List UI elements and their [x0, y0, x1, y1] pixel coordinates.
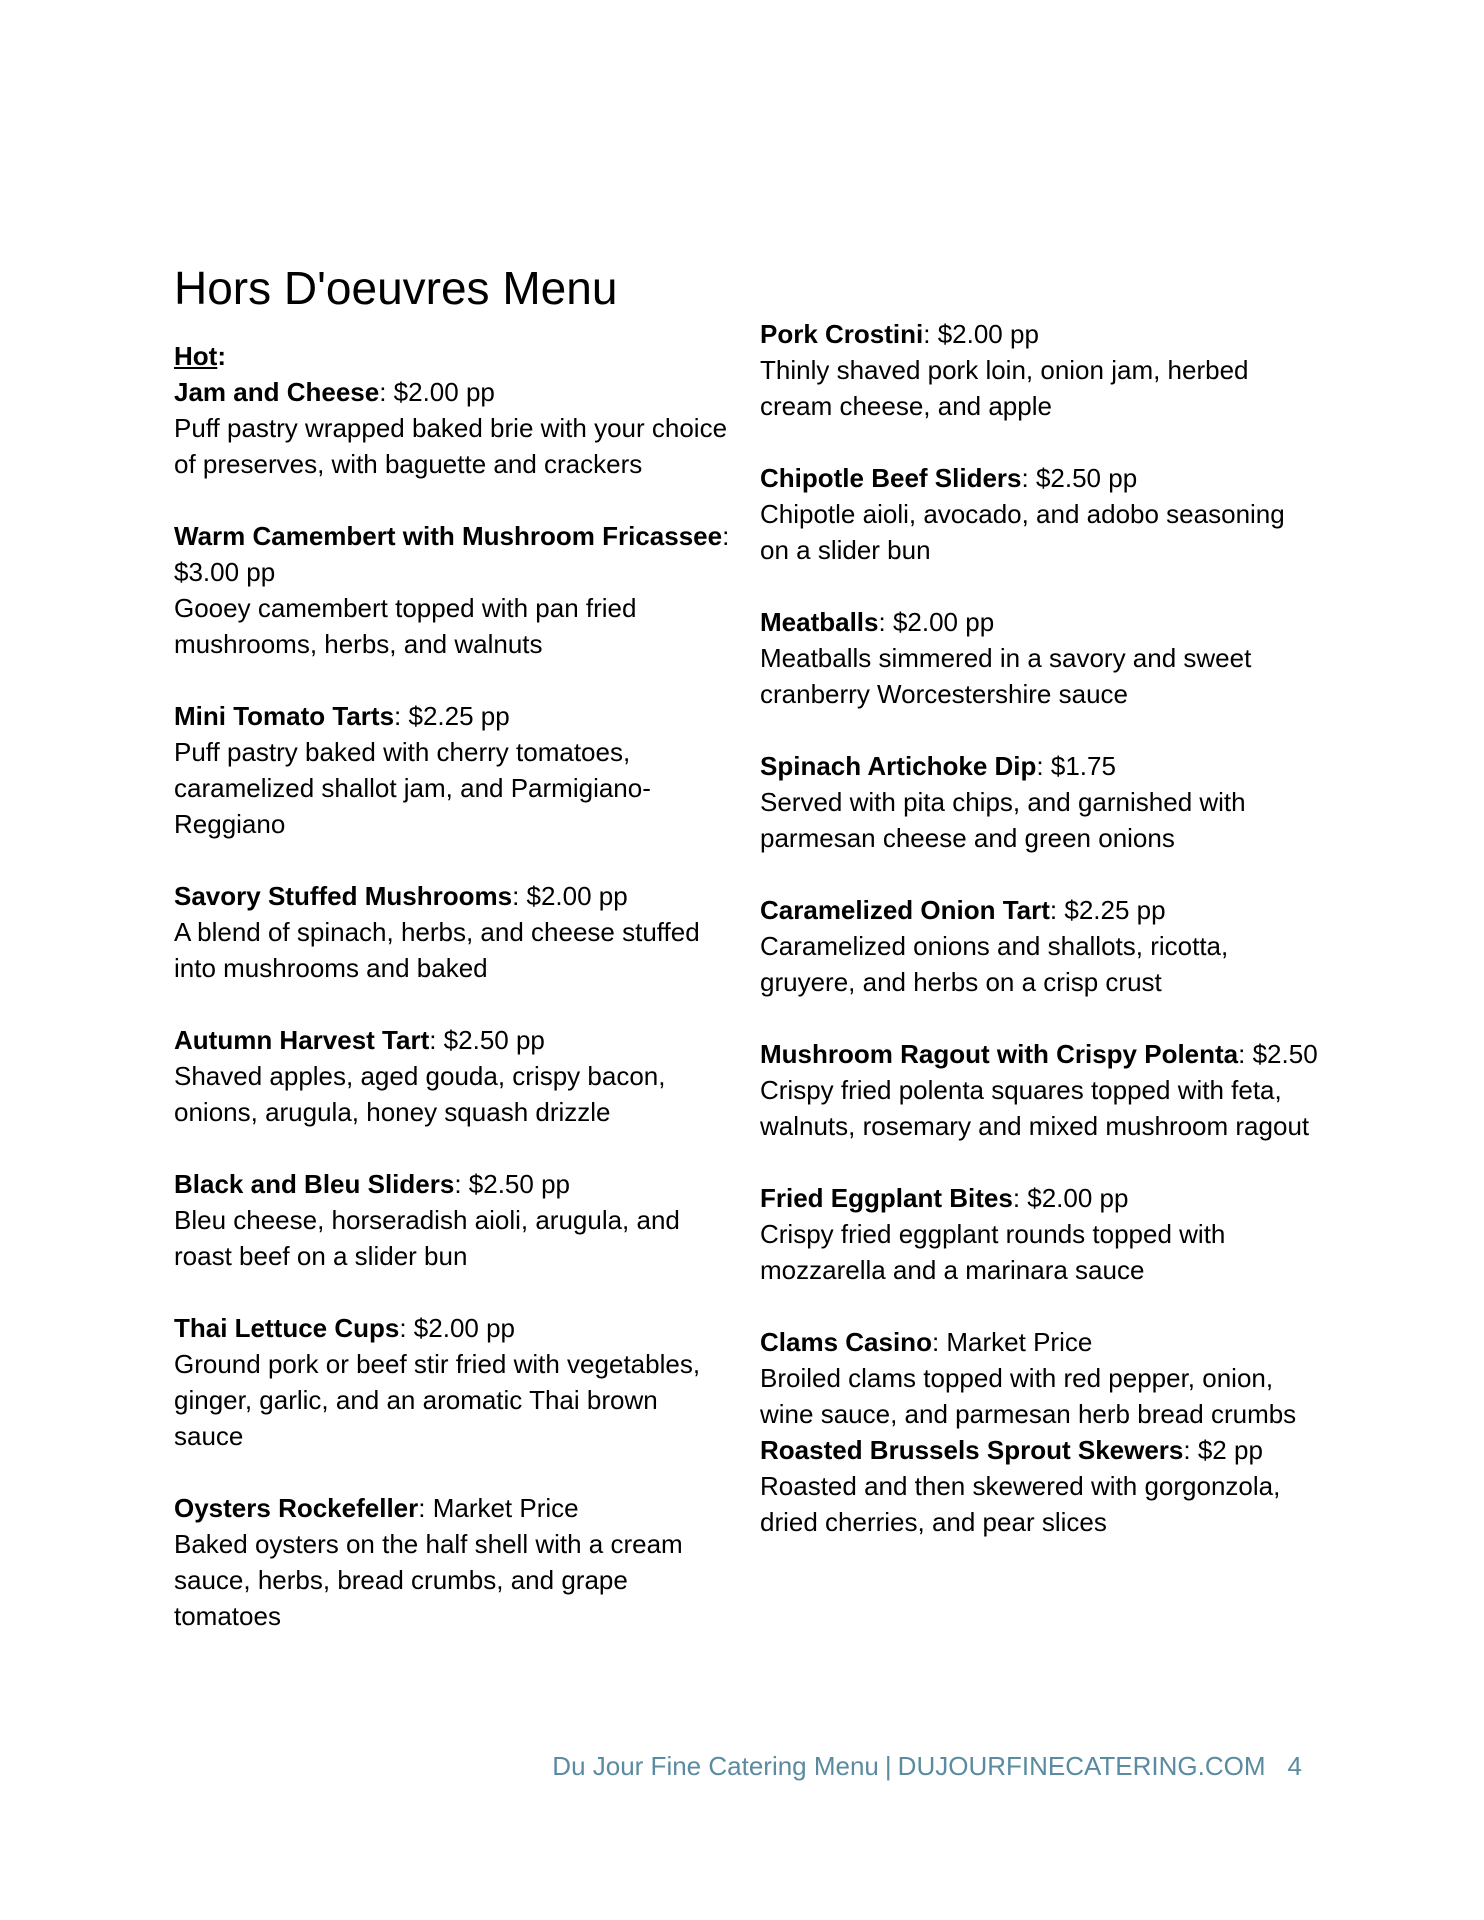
page-number: 4 [1287, 1751, 1302, 1781]
menu-item-price: : $2.00 pp [512, 881, 628, 911]
menu-item-name: Mini Tomato Tarts [174, 701, 395, 731]
menu-item-description: A blend of spinach, herbs, and cheese stuffed into mushrooms and baked [174, 917, 700, 983]
menu-item-name: Warm Camembert with Mushroom Fricassee [174, 521, 723, 551]
menu-item-name: Mushroom Ragout with Crispy Polenta [760, 1039, 1239, 1069]
menu-item [174, 1490, 734, 1634]
menu-item [174, 1022, 734, 1130]
footer-separator: | [884, 1751, 892, 1781]
menu-item-description: Crispy fried polenta squares topped with feta, walnuts, rosemary and mixed mushroom ragout [760, 1075, 1310, 1141]
menu-item-name: Autumn Harvest Tart [174, 1025, 430, 1055]
menu-item [174, 1166, 734, 1274]
menu-item-name: Chipotle Beef Sliders [760, 463, 1022, 493]
menu-item [174, 1310, 734, 1454]
menu-item-price: : $2.00 pp [1012, 1183, 1129, 1213]
menu-item-description: Thinly shaved pork loin, onion jam, herbed cream cheese, and apple [760, 355, 1249, 421]
menu-item-description: Baked oysters on the half shell with a cream sauce, herbs, bread crumbs, and grape tomatoes [174, 1529, 683, 1631]
menu-item-description: Shaved apples, aged gouda, crispy bacon, onions, arugula, honey squash drizzle [174, 1061, 666, 1127]
menu-item [760, 1432, 1320, 1540]
footer-website-link[interactable]: DUJOURFINECATERING.COM [897, 1751, 1266, 1781]
menu-item-description: Gooey camembert topped with pan fried mushrooms, herbs, and walnuts [174, 593, 637, 659]
page-title: Hors D'oeuvres Menu [174, 262, 618, 314]
left-column [174, 338, 734, 1634]
menu-item-name: Meatballs [760, 607, 879, 637]
menu-item-price: : $2.50 pp [1021, 463, 1138, 493]
menu-item-description: Puff pastry baked with cherry tomatoes, caramelized shallot jam, and Parmigiano-Reggiano [174, 737, 651, 839]
menu-item-description: Chipotle aioli, avocado, and adobo seasoning on a slider bun [760, 499, 1285, 565]
menu-item [760, 748, 1320, 856]
menu-item-price: : $2.00 pp [923, 319, 1039, 349]
menu-item-name: Savory Stuffed Mushrooms [174, 881, 513, 911]
menu-item [174, 698, 734, 842]
menu-item [760, 604, 1320, 712]
menu-item-price: : $2.00 pp [379, 377, 495, 407]
menu-item-price: : $3.00 pp [174, 521, 730, 587]
menu-item-description: Roasted and then skewered with gorgonzola, dried cherries, and pear slices [760, 1471, 1281, 1537]
menu-item-description: Caramelized onions and shallots, ricotta, gruyere, and herbs on a crisp crust [760, 931, 1229, 997]
menu-item-name: Spinach Artichoke Dip [760, 751, 1037, 781]
footer-text: Du Jour Fine Catering Menu [552, 1751, 879, 1781]
section-heading-hot [174, 338, 734, 374]
menu-item-price: : $2.00 pp [878, 607, 995, 637]
menu-item-price: : $2.50 pp [429, 1025, 545, 1055]
menu-item-name: Black and Bleu Sliders [174, 1169, 455, 1199]
menu-item-name: Caramelized Onion Tart [760, 895, 1050, 925]
menu-item-description: Broiled clams topped with red pepper, onion, wine sauce, and parmesan herb bread crumbs [760, 1363, 1297, 1429]
menu-item-price: : $2.50 pp [454, 1169, 570, 1199]
menu-item [174, 374, 734, 482]
menu-item [760, 1180, 1320, 1288]
menu-item-name: Thai Lettuce Cups [174, 1313, 400, 1343]
menu-item-name: Jam and Cheese [174, 377, 380, 407]
menu-item-name: Clams Casino [760, 1327, 932, 1357]
menu-item-price: : $1.75 [1036, 751, 1116, 781]
menu-item-name: Oysters Rockefeller [174, 1493, 419, 1523]
menu-item-price: : $2.50 [1238, 1039, 1318, 1069]
menu-item-name: Fried Eggplant Bites [760, 1183, 1013, 1213]
menu-item-price: : $2 pp [1183, 1435, 1263, 1465]
menu-item-description: Puff pastry wrapped baked brie with your choice of preserves, with baguette and crackers [174, 413, 728, 479]
menu-item-description: Served with pita chips, and garnished with parmesan cheese and green onions [760, 787, 1246, 853]
menu-item-description: Crispy fried eggplant rounds topped with mozzarella and a marinara sauce [760, 1219, 1226, 1285]
menu-item [760, 316, 1320, 424]
menu-item-price: : Market Price [418, 1493, 579, 1523]
menu-item [760, 892, 1320, 1000]
menu-item-name: Roasted Brussels Sprout Skewers [760, 1435, 1184, 1465]
menu-item-price: : $2.25 pp [1049, 895, 1166, 925]
page-footer [552, 1748, 1302, 1784]
menu-item-price: : $2.25 pp [394, 701, 510, 731]
menu-item [760, 1324, 1320, 1432]
section-heading-label: Hot [174, 341, 218, 371]
menu-item [174, 878, 734, 986]
menu-item-name: Pork Crostini [760, 319, 924, 349]
menu-item-price: : $2.00 pp [399, 1313, 516, 1343]
menu-item-description: Meatballs simmered in a savory and sweet cranberry Worcestershire sauce [760, 643, 1252, 709]
menu-item-description: Bleu cheese, horseradish aioli, arugula, and roast beef on a slider bun [174, 1205, 680, 1271]
menu-item-price: : Market Price [931, 1327, 1093, 1357]
menu-item-description: Ground pork or beef stir fried with vegetables, ginger, garlic, and an aromatic Thai brown sauce [174, 1349, 701, 1451]
section-heading-colon: : [217, 341, 226, 371]
menu-item [174, 518, 734, 662]
menu-item [760, 460, 1320, 568]
menu-item [760, 1036, 1320, 1144]
right-column [760, 316, 1320, 1540]
